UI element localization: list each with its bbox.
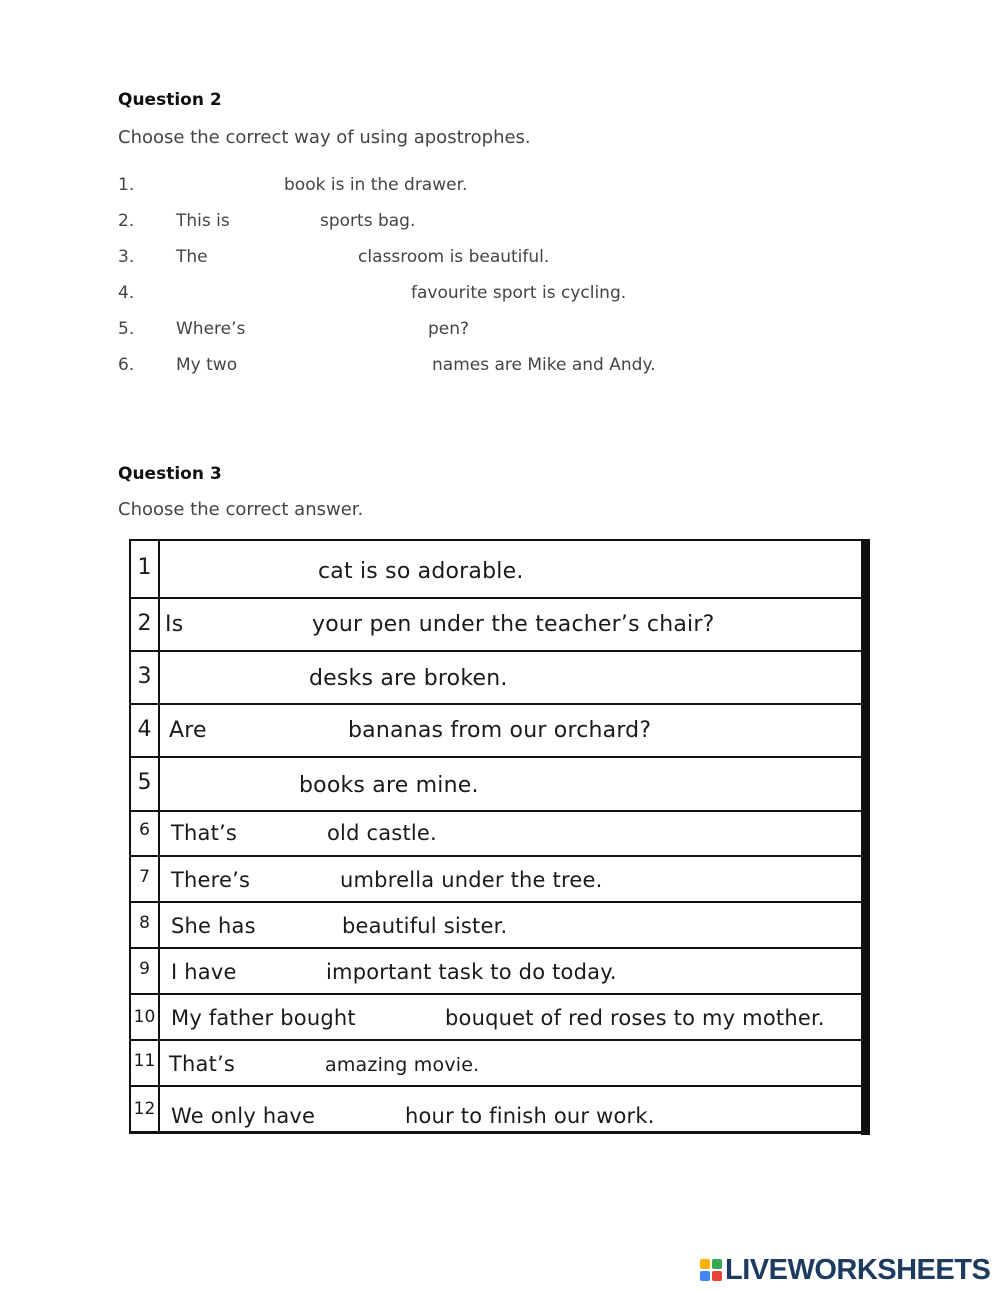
question-2-heading: Question 2 — [118, 90, 222, 110]
table-row — [129, 650, 865, 703]
row-text: your pen under the teacher’s chair? — [312, 612, 715, 637]
row-number: 6 — [129, 812, 160, 855]
q2-item-prefix: Where’s — [176, 319, 246, 339]
q2-item-number: 1. — [118, 175, 135, 195]
q2-item-text: pen? — [428, 319, 470, 339]
q2-item-text: sports bag. — [320, 211, 416, 231]
row-prefix: There’s — [171, 868, 251, 892]
q2-item-number: 4. — [118, 283, 135, 303]
q2-item-number: 2. — [118, 211, 135, 231]
row-number: 12 — [129, 1087, 160, 1134]
table-row — [129, 993, 865, 1039]
row-prefix: I have — [171, 960, 237, 984]
row-number: 9 — [129, 949, 160, 993]
q2-item-text: book is in the drawer. — [284, 175, 468, 195]
q2-item-number: 6. — [118, 355, 135, 375]
liveworksheets-logo — [700, 1253, 990, 1287]
table-row — [129, 901, 865, 947]
table-right-border — [861, 539, 870, 1135]
row-prefix: Are — [169, 718, 207, 743]
row-number: 5 — [129, 758, 160, 810]
row-prefix: She has — [171, 914, 256, 938]
row-text: cat is so adorable. — [318, 559, 524, 584]
row-number: 2 — [129, 599, 160, 650]
row-number: 11 — [129, 1041, 160, 1085]
q2-item-prefix: The — [176, 247, 208, 267]
table-row — [129, 947, 865, 993]
row-text: bananas from our orchard? — [348, 718, 652, 743]
table-row — [129, 597, 865, 650]
question-2-instruction: Choose the correct way of using apostrophes. — [118, 127, 531, 148]
row-prefix: We only have — [171, 1104, 316, 1128]
row-number: 7 — [129, 857, 160, 901]
answer-table — [129, 539, 865, 1134]
brand-name: LIVEWORKSHEETS — [725, 1253, 991, 1286]
logo-squares-icon — [700, 1259, 722, 1281]
table-row — [129, 756, 865, 810]
row-text: beautiful sister. — [342, 914, 508, 938]
row-text: bouquet of red roses to my mother. — [445, 1006, 825, 1030]
q2-item-text: names are Mike and Andy. — [432, 355, 656, 375]
q2-item-number: 3. — [118, 247, 135, 267]
q2-item-prefix: My two — [176, 355, 238, 375]
table-row — [129, 1039, 865, 1085]
table-row — [129, 539, 865, 597]
q2-item-text: classroom is beautiful. — [358, 247, 550, 267]
row-number: 1 — [129, 541, 160, 597]
table-row — [129, 855, 865, 901]
table-bottom-border — [129, 1131, 867, 1134]
row-number: 10 — [129, 995, 160, 1039]
row-prefix: Is — [165, 612, 184, 637]
row-text: old castle. — [327, 821, 437, 845]
row-number: 4 — [129, 705, 160, 756]
row-prefix: That’s — [171, 821, 238, 845]
row-number: 8 — [129, 903, 160, 947]
row-prefix: My father bought — [171, 1006, 356, 1030]
q2-item-number: 5. — [118, 319, 135, 339]
q2-item-text: favourite sport is cycling. — [411, 283, 627, 303]
question-3-instruction: Choose the correct answer. — [118, 499, 364, 520]
row-text: desks are broken. — [309, 666, 508, 691]
table-row — [129, 703, 865, 756]
table-row — [129, 1085, 865, 1134]
row-text: amazing movie. — [325, 1054, 480, 1076]
row-text: hour to finish our work. — [405, 1104, 655, 1128]
row-prefix: That’s — [169, 1052, 236, 1076]
row-text: books are mine. — [299, 773, 479, 798]
row-text: umbrella under the tree. — [340, 868, 603, 892]
row-text: important task to do today. — [326, 960, 617, 984]
question-3-heading: Question 3 — [118, 464, 222, 484]
row-number: 3 — [129, 652, 160, 703]
table-row — [129, 810, 865, 855]
q2-item-prefix: This is — [176, 211, 230, 231]
